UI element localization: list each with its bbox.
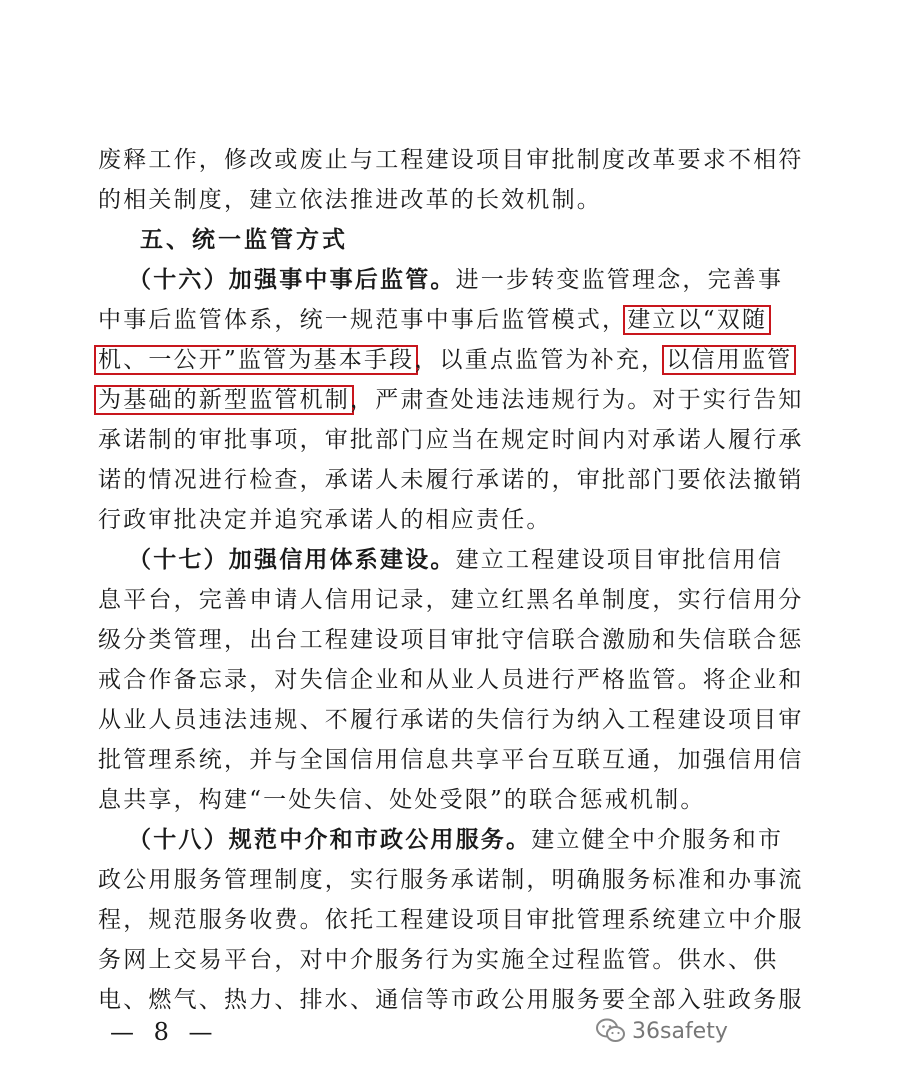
text-line	[0, 340, 858, 380]
text-line	[0, 460, 858, 500]
text-line	[0, 500, 858, 540]
text-line	[0, 780, 858, 820]
text-line	[0, 420, 858, 460]
text-line	[0, 900, 858, 940]
highlight-box: 为基础的新型监管机制	[94, 385, 354, 415]
text-segment: 诺的情况进行检查，承诺人未履行承诺的，审批部门要依法撤销	[98, 467, 804, 493]
highlight-box: 建立以“双随	[623, 305, 771, 335]
text-line	[0, 740, 858, 780]
text-line	[0, 300, 858, 340]
text-segment: 进一步转变监管理念，完善事	[455, 267, 784, 293]
highlight-box: 机、一公开”监管为基本手段	[94, 345, 418, 375]
highlight-box: 以信用监管	[662, 345, 796, 375]
text-segment: 的相关制度，建立依法推进改革的长效机制。	[98, 187, 602, 213]
text-line	[0, 860, 858, 900]
text-line	[0, 980, 858, 1020]
text-line	[0, 620, 858, 660]
wechat-icon	[596, 1018, 626, 1044]
text-segment: 务网上交易平台，对中介服务行为实施全过程监管。供水、供	[98, 947, 779, 973]
text-line	[0, 700, 858, 740]
section-heading	[0, 220, 900, 260]
text-segment: 建立工程建设项目审批信用信	[455, 547, 784, 573]
text-segment: 中事后监管体系，统一规范事中事后监管模式，	[98, 307, 628, 333]
text-segment: 电、燃气、热力、排水、通信等市政公用服务要全部入驻政务服	[98, 987, 804, 1013]
text-segment: 息平台，完善申请人信用记录，建立红黑名单制度，实行信用分	[98, 587, 804, 613]
text-segment: 程，规范服务收费。依托工程建设项目审批管理系统建立中介服	[98, 907, 804, 933]
text-segment: 从业人员违法违规、不履行承诺的失信行为纳入工程建设项目审	[98, 707, 804, 733]
page-number: — 8 —	[110, 1018, 219, 1046]
clause-title: （十七）加强信用体系建设。	[128, 546, 456, 573]
text-line	[0, 820, 888, 860]
text-line	[0, 380, 858, 420]
text-line	[0, 580, 858, 620]
text-segment: 行政审批决定并追究承诺人的相应责任。	[98, 507, 552, 533]
text-line	[0, 540, 888, 580]
text-line	[0, 260, 888, 300]
clause-title: （十八）规范中介和市政公用服务。	[128, 826, 532, 853]
text-segment: 批管理系统，并与全国信用信息共享平台互联互通，加强信用信	[98, 747, 804, 773]
text-line	[0, 660, 858, 700]
text-segment: 政公用服务管理制度，实行服务承诺制，明确服务标准和办事流	[98, 867, 804, 893]
text-segment: ，以重点监管为补充，	[414, 347, 667, 373]
watermark-text: 36safety	[632, 1018, 728, 1044]
text-segment: 承诺制的审批事项，审批部门应当在规定时间内对承诺人履行承	[98, 427, 804, 453]
section-heading-text: 五、统一监管方式	[140, 227, 348, 253]
text-segment: 戒合作备忘录，对失信企业和从业人员进行严格监管。将企业和	[98, 667, 804, 693]
watermark	[596, 1018, 728, 1044]
text-segment: ，严肃查处违法违规行为。对于实行告知	[350, 387, 804, 413]
text-line	[0, 180, 858, 220]
text-segment: 息共享，构建“一处失信、处处受限”的联合惩戒机制。	[98, 787, 706, 813]
text-line	[0, 140, 858, 180]
clause-title: （十六）加强事中事后监管。	[128, 266, 456, 293]
text-line	[0, 940, 858, 980]
text-segment: 建立健全中介服务和市	[531, 827, 784, 853]
text-segment: 废释工作，修改或废止与工程建设项目审批制度改革要求不相符	[98, 147, 804, 173]
text-segment: 级分类管理，出台工程建设项目审批守信联合激励和失信联合惩	[98, 627, 804, 653]
